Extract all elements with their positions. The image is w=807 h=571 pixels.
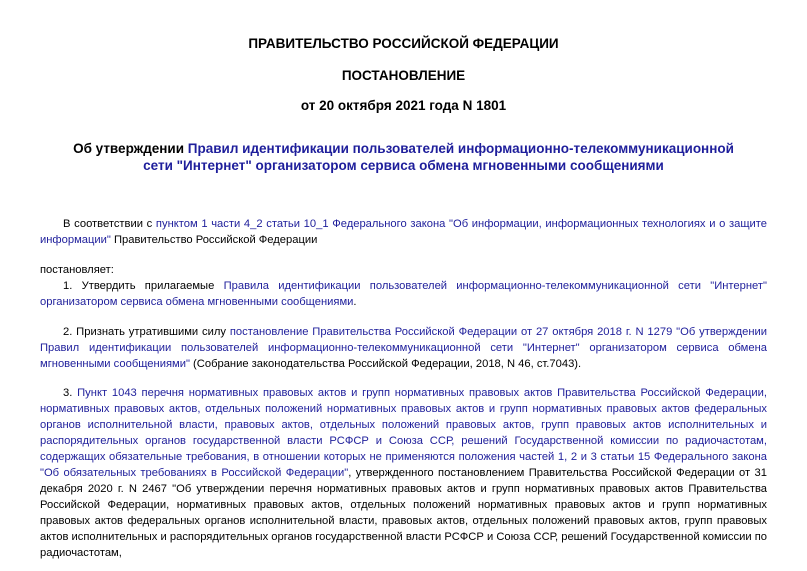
item-1-rules-link[interactable]: Правила идентификации пользователей информационно-телекоммуникационной сети "Интернет" организатором сервиса обмена мгновенными сообщениями [40, 280, 767, 308]
preamble-paragraph [40, 216, 767, 248]
preamble-text-2: Правительство Российской Федерации [110, 234, 318, 246]
doc-type-heading: ПОСТАНОВЛЕНИЕ [341, 68, 466, 83]
item-2-text-1: 2. Признать утратившими силу [63, 326, 230, 338]
item-3-paragraph [40, 385, 767, 561]
org-heading: ПРАВИТЕЛЬСТВО РОССИЙСКОЙ ФЕДЕРАЦИИ [248, 36, 559, 51]
date-number-heading: от 20 октября 2021 года N 1801 [300, 98, 507, 113]
item-1-text-2: . [353, 296, 357, 308]
item-3-list-link[interactable]: Пункт 1043 перечня нормативных правовых актов и групп нормативных правовых актов Правительства Российской Федерации, нормативных правовых актов, отдельных положений нормативных правовых актов и групп нормативных правовых актов федеральных органов исполнительной власти, правовых актов, отдельных положений правовых актов, групп правовых актов исполнительных и распорядительных органов государственной власти РСФСР и Союза ССР, решений Государственной комиссии по радиочастотам, содержащих обязательные требования, в отношении которых не применяются положения частей 1, 2 и 3 статьи 15 Федерального закона "Об обязательных требованиях в Российской Федерации" [40, 387, 767, 479]
item-1-text-1: 1. Утвердить прилагаемые [63, 280, 224, 292]
resolves-paragraph: постановляет: [40, 264, 114, 276]
item-2-paragraph [40, 324, 767, 372]
preamble-law-link[interactable]: пунктом 1 части 4_2 статьи 10_1 Федерального закона "Об информации, информационных технологиях и о защите информации" [40, 218, 768, 246]
item-1-paragraph [40, 278, 767, 310]
item-2-text-2: (Собрание законодательства Российской Федерации, 2018, N 46, ст.7043). [189, 358, 582, 370]
title-prefix: Об утверждении [73, 141, 188, 156]
preamble-text-1: В соответствии с [63, 218, 156, 230]
item-3-text-2: , утвержденного постановлением Правительства Российской Федерации от 31 декабря 2020 г. N 2467 "Об утверждении перечня нормативных правовых актов и групп нормативных правовых актов Правительства Российской Федерации, нормативных правовых актов, отдельных положений нормативных правовых актов и групп нормативных правовых актов федеральных органов исполнительной власти, правовых актов, отдельных положений правовых актов, групп правовых актов исполнительных и распорядительных органов государственной власти РСФСР и Союза ССР, решений Государственной комиссии по радиочастотам, [40, 467, 767, 559]
item-3-text-1: 3. [63, 387, 78, 399]
document-title [60, 140, 747, 174]
item-2-resolution-link[interactable]: постановление Правительства Российской Федерации от 27 октября 2018 г. N 1279 "Об утверждении Правил идентификации пользователей информационно-телекоммуникационной сети "Интернет" организатором сервиса обмена мгновенными сообщениями" [40, 326, 767, 370]
title-rules-link[interactable]: Правил идентификации пользователей информационно-телекоммуникационной сети "Интернет" организатором сервиса обмена мгновенными сообщениями [143, 141, 734, 173]
